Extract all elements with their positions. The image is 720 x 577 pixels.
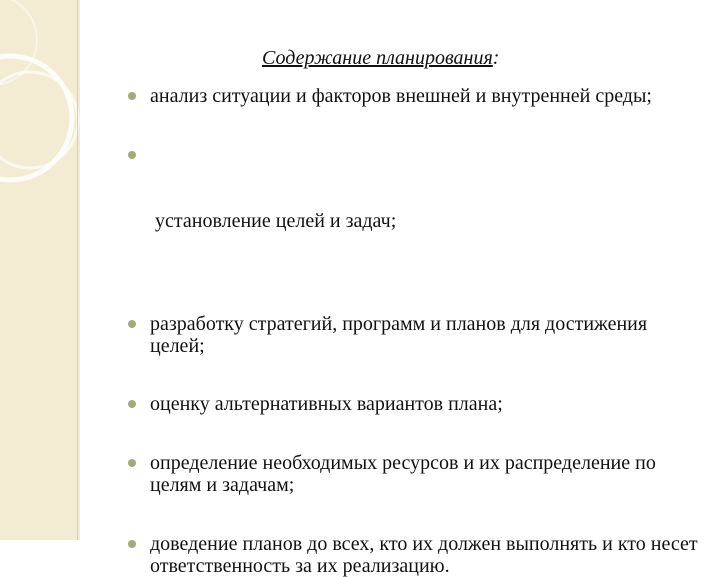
bullet-item-goals bbox=[128, 144, 698, 276]
side-divider-line bbox=[77, 0, 78, 540]
bullet-item-analysis bbox=[128, 85, 698, 107]
bullet-dot-icon bbox=[128, 540, 136, 548]
bullet-dot-icon bbox=[128, 400, 136, 408]
bullet-dot-icon bbox=[128, 92, 136, 100]
decorative-circles bbox=[0, 0, 80, 250]
bullet-item-resources bbox=[128, 452, 698, 496]
bullet-text: анализ ситуации и факторов внешней и внутренней среды; bbox=[150, 85, 652, 107]
bullet-item-strategies bbox=[128, 313, 698, 357]
bullet-dot-icon bbox=[128, 459, 136, 467]
bullet-item-communication bbox=[128, 533, 698, 577]
bullet-list bbox=[128, 85, 698, 577]
slide-title-text: Содержание планирования bbox=[262, 47, 493, 69]
slide-title bbox=[262, 47, 499, 70]
slide-title-colon: : bbox=[492, 47, 500, 69]
bullet-text: доведение планов до всех, кто их должен выполнять и кто несет ответственность за их реализацию. bbox=[150, 533, 698, 577]
bullet-dot-icon bbox=[128, 320, 136, 328]
bullet-text: определение необходимых ресурсов и их распределение по целям и задачам; bbox=[150, 452, 656, 496]
bullet-text: установление целей и задач; bbox=[150, 210, 397, 232]
bullet-dot-icon bbox=[128, 151, 136, 159]
bullet-text: разработку стратегий, программ и планов для достижения целей; bbox=[150, 313, 648, 357]
bullet-text: оценку альтернативных вариантов плана; bbox=[150, 393, 503, 415]
bullet-item-evaluation bbox=[128, 393, 698, 415]
decorative-side-band bbox=[0, 0, 80, 540]
